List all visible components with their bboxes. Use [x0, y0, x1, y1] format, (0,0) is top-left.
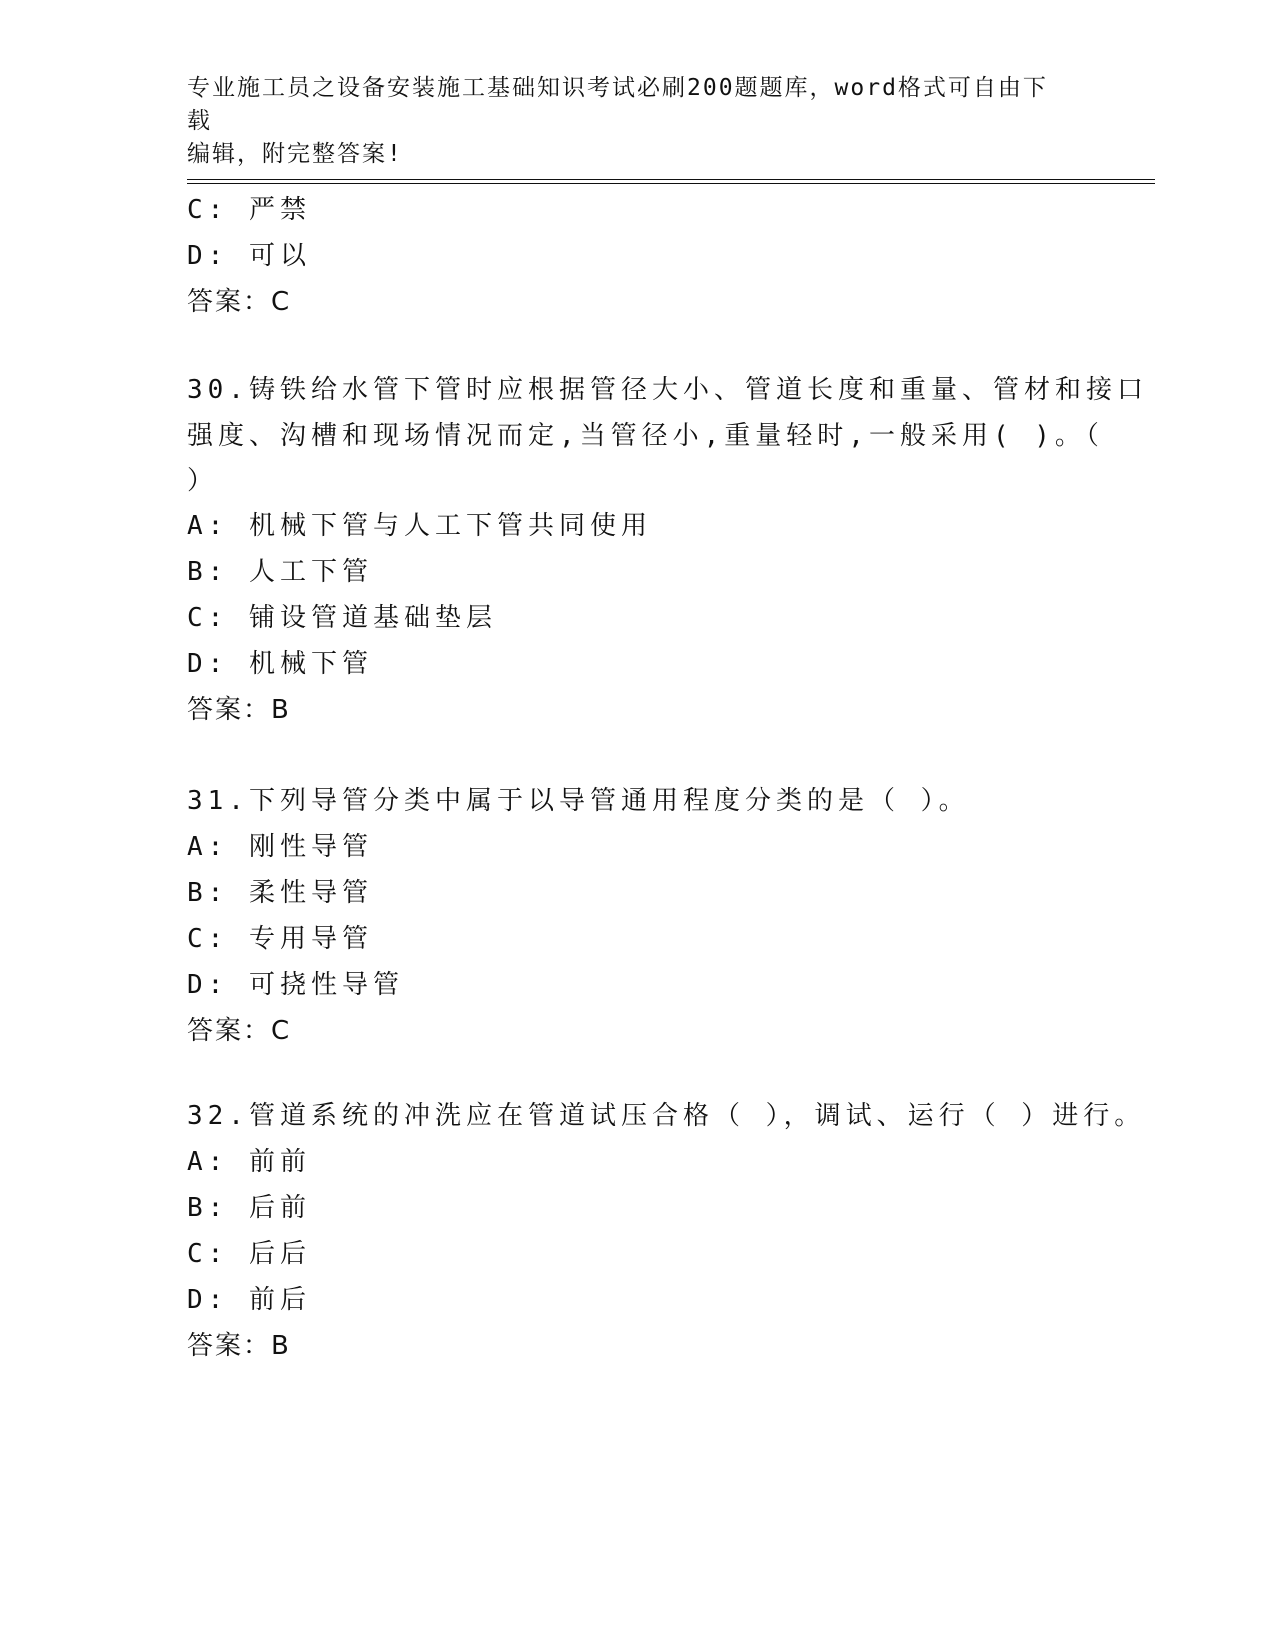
option-d: D: 前后 — [187, 1285, 311, 1315]
answer-line: 答案：C — [187, 1016, 292, 1046]
option-b: B: 人工下管 — [187, 557, 373, 587]
question-text-line-2: 强度、沟槽和现场情况而定,当管径小,重量轻时,一般采用( )。（ — [187, 421, 1104, 451]
answer-line: 答案：B — [187, 1331, 291, 1361]
question-text-line-1: 31.下列导管分类中属于以导管通用程度分类的是（ ）。 — [187, 786, 970, 816]
document-header — [187, 72, 1067, 171]
option-c: C: 铺设管道基础垫层 — [187, 603, 497, 633]
option-c: C: 后后 — [187, 1239, 311, 1269]
question-29-tail — [187, 187, 1087, 325]
question-text-line-1: 30.铸铁给水管下管时应根据管径大小、管道长度和重量、管材和接口 — [187, 375, 1148, 405]
answer-line: 答案：B — [187, 695, 291, 725]
option-b: B: 后前 — [187, 1193, 311, 1223]
option-a: A: 前前 — [187, 1147, 311, 1177]
header-line-1: 专业施工员之设备安装施工基础知识考试必刷200题题库，word格式可自由下载 — [187, 75, 1048, 134]
option-a: A: 机械下管与人工下管共同使用 — [187, 511, 652, 541]
option-d: D: 可挠性导管 — [187, 970, 404, 1000]
option-d: D: 可以 — [187, 241, 311, 271]
option-a: A: 刚性导管 — [187, 832, 373, 862]
header-divider-bottom — [187, 183, 1155, 184]
option-c: C: 严禁 — [187, 195, 311, 225]
question-32 — [187, 1093, 1146, 1369]
header-divider-top — [187, 179, 1155, 180]
question-text-line-3: ） — [187, 466, 219, 496]
question-30 — [187, 367, 1148, 733]
question-31 — [187, 778, 1087, 1054]
option-c: C: 专用导管 — [187, 924, 373, 954]
answer-line: 答案：C — [187, 287, 292, 317]
question-text-line-1: 32.管道系统的冲洗应在管道试压合格（ ），调试、运行（ ）进行。 — [187, 1101, 1146, 1131]
option-b: B: 柔性导管 — [187, 878, 373, 908]
header-line-2: 编辑，附完整答案! — [187, 141, 403, 167]
option-d: D: 机械下管 — [187, 649, 373, 679]
